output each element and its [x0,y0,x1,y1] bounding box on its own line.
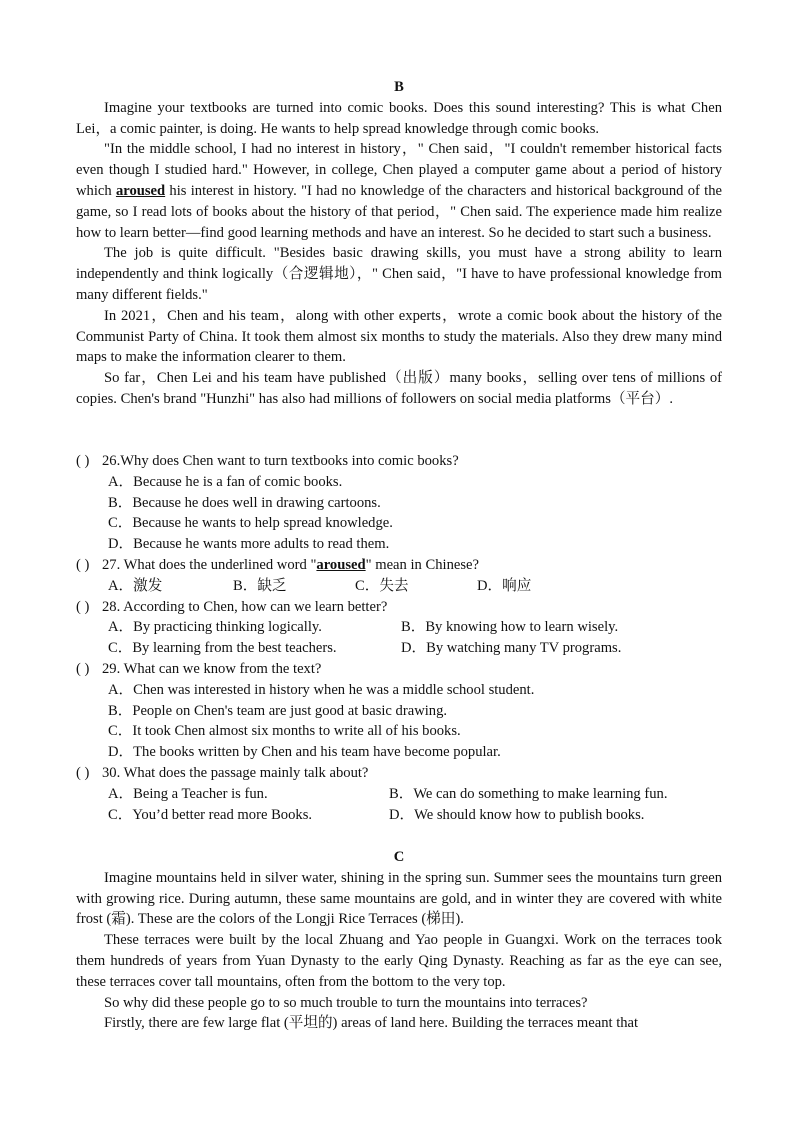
q29-option-c: C．It took Chen almost six months to write all of his books. [108,723,461,740]
q28-option-d: D．By watching many TV programs. [401,640,622,657]
q30-option-b: B．We can do something to make learning fun. [389,785,668,802]
q27-option-a: A．激发 [108,577,163,594]
q27-underlined-word: aroused [316,557,366,573]
underlined-word-aroused: aroused [115,182,166,199]
q27-stem-post: " mean in Chinese? [365,557,479,573]
section-b-paragraph-5: So far，Chen Lei and his team have published（出版）many books，selling over tens of millions of copies. Chen's brand "Hunzhi" has also had millions of followers on social media platforms（平台）. [76,370,722,407]
question-27-stem [102,555,479,576]
q27-option-d: D．响应 [477,577,532,594]
section-c-paragraph-1: Imagine mountains held in silver water, shining in the spring sun. Summer sees the mountains turn green with growing rice. During autumn, these same mountains are gold, and in winter they are covered with white frost (霜). These are the colors of the Longji Rice Terraces (梯田). [76,869,722,928]
answer-blank-27[interactable]: ( ) [76,557,90,573]
section-c-paragraph-2: These terraces were built by the local Zhuang and Yao people in Guangxi. Work on the terraces took them hundreds of years from Yuan Dynasty to the early Qing Dynasty. Reaching as far as the eye can see, these terraces cover tall mountains, often from the bottom to the very top. [76,932,722,990]
section-b-paragraph-4: In 2021，Chen and his team，along with other experts，wrote a comic book about the history of the Communist Party of China. It took them almost six months to study the materials. Also they drew many mind maps to make the information clearer to them. [76,307,722,366]
q28-option-c: C．By learning from the best teachers. [108,640,337,657]
section-b-paragraph-3: The job is quite difficult. "Besides basic drawing skills, you must have a strong ability to learn independently and think logically（合逻辑地），" Chen said，"I have to have professional knowledge from many different fields." [76,245,722,303]
question-29-stem: 29. What can we know from the text? [102,661,322,677]
answer-blank-26[interactable]: ( ) [76,453,90,469]
section-c-heading: C [393,849,405,865]
question-30-stem: 30. What does the passage mainly talk about? [102,765,369,781]
questions-block [76,451,722,826]
section-c-paragraph-4: Firstly, there are few large flat (平坦的) areas of land here. Building the terraces meant that [104,1015,639,1032]
section-c-passage [76,847,722,1034]
q27-stem-pre: 27. What does the underlined word " [102,557,317,573]
q30-option-a: A．Being a Teacher is fun. [108,785,268,802]
answer-blank-28[interactable]: ( ) [76,598,90,615]
q28-option-b: B．By knowing how to learn wisely. [401,619,619,636]
question-28-stem: 28. According to Chen, how can we learn better? [102,598,388,615]
q28-option-a: A．By practicing thinking logically. [108,619,322,636]
paragraph-2-tail: his interest in history. "I had no knowledge of the characters and historical background of the game, so I read lots of books about the history of that period，" Chen said. The experience made him realize how to learn better—find good learning methods and have an interest. So he decided to start such a business. [76,182,722,241]
q26-option-a: A．Because he is a fan of comic books. [108,473,343,490]
answer-blank-29[interactable]: ( ) [76,661,90,677]
section-b-paragraph-2 [76,139,722,243]
section-b-passage [76,77,722,410]
answer-blank-30[interactable]: ( ) [76,765,90,781]
q26-option-b: B．Because he does well in drawing cartoons. [108,494,381,511]
q27-option-b: B．缺乏 [233,577,287,594]
question-26-stem: 26.Why does Chen want to turn textbooks into comic books? [102,453,459,469]
paragraph-2-intro: "In the middle school, I had no interest in history，" Chen said，"I couldn't remember historical facts even though I studied hard." However, in college, Chen played a computer game about a period of history which [76,141,722,199]
q29-option-a: A．Chen was interested in history when he was a middle school student. [108,681,535,698]
q29-option-d: D．The books written by Chen and his team have become popular. [108,744,501,761]
q27-option-c: C．失去 [355,577,409,594]
q26-option-c: C．Because he wants to help spread knowledge. [108,515,393,532]
section-b-heading: B [394,79,404,95]
q30-option-d: D．We should know how to publish books. [389,806,645,823]
q29-option-b: B．People on Chen's team are just good at basic drawing. [108,702,448,719]
section-c-paragraph-3: So why did these people go to so much trouble to turn the mountains into terraces? [104,994,588,1011]
q26-option-d: D．Because he wants more adults to read them. [108,536,390,553]
section-b-paragraph-1: Imagine your textbooks are turned into comic books. Does this sound interesting? This is what Chen Lei，a comic painter, is doing. He wants to help spread knowledge through comic books. [76,99,722,137]
q30-option-c: C．You’d better read more Books. [108,806,313,823]
